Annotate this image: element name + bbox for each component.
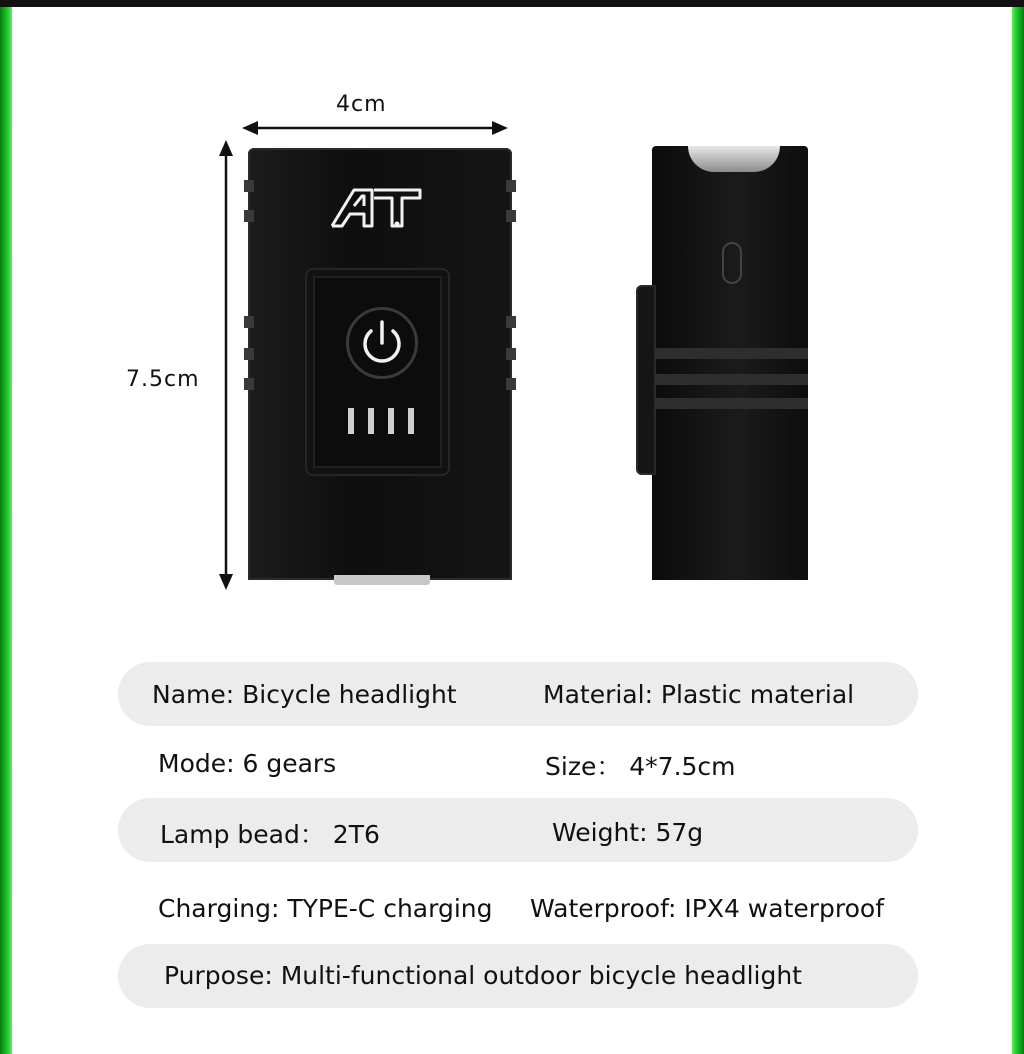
spec-lamp-bead: Lamp bead： 2T6 [160, 820, 380, 849]
at-logo [328, 186, 424, 230]
type-c-charge-port [334, 575, 430, 585]
side-ridge [506, 348, 516, 360]
width-label: 4cm [336, 92, 387, 117]
side-ridge [506, 210, 516, 222]
side-groove [654, 348, 808, 359]
indicator-light [408, 408, 414, 434]
width-arrow-left-head [242, 121, 258, 135]
indicator-light [348, 408, 354, 434]
headlight-side-view [652, 146, 808, 580]
spec-purpose: Purpose: Multi-functional outdoor bicycle headlight [164, 961, 802, 990]
side-ridge [244, 180, 254, 192]
side-groove [654, 374, 808, 385]
mount-clip [636, 285, 656, 475]
spec-charging: Charging: TYPE-C charging [158, 894, 493, 923]
side-ridge [244, 316, 254, 328]
spec-waterproof: Waterproof: IPX4 waterproof [530, 894, 885, 923]
spec-material: Material: Plastic material [543, 680, 855, 709]
side-groove [654, 398, 808, 409]
spec-weight: Weight: 57g [552, 818, 704, 847]
spec-size: Size： 4*7.5cm [545, 752, 736, 781]
side-ridge [506, 378, 516, 390]
indicator-light [388, 408, 394, 434]
indicator-light [368, 408, 374, 434]
width-arrow-right-head [492, 121, 508, 135]
spec-mode: Mode: 6 gears [158, 749, 337, 778]
side-slot [722, 242, 742, 284]
logo-text: AT [340, 226, 342, 227]
height-arrow-top-head [219, 140, 233, 156]
height-arrow-bottom-head [219, 574, 233, 590]
height-label: 7.5cm [126, 367, 200, 392]
side-ridge [244, 210, 254, 222]
side-ridge [244, 348, 254, 360]
battery-indicator-lights [344, 406, 424, 436]
power-icon[interactable] [346, 307, 418, 379]
side-ridge [244, 378, 254, 390]
headlight-lens [688, 146, 780, 172]
side-ridge [506, 316, 516, 328]
spec-name: Name: Bicycle headlight [152, 680, 457, 709]
side-ridge [506, 180, 516, 192]
